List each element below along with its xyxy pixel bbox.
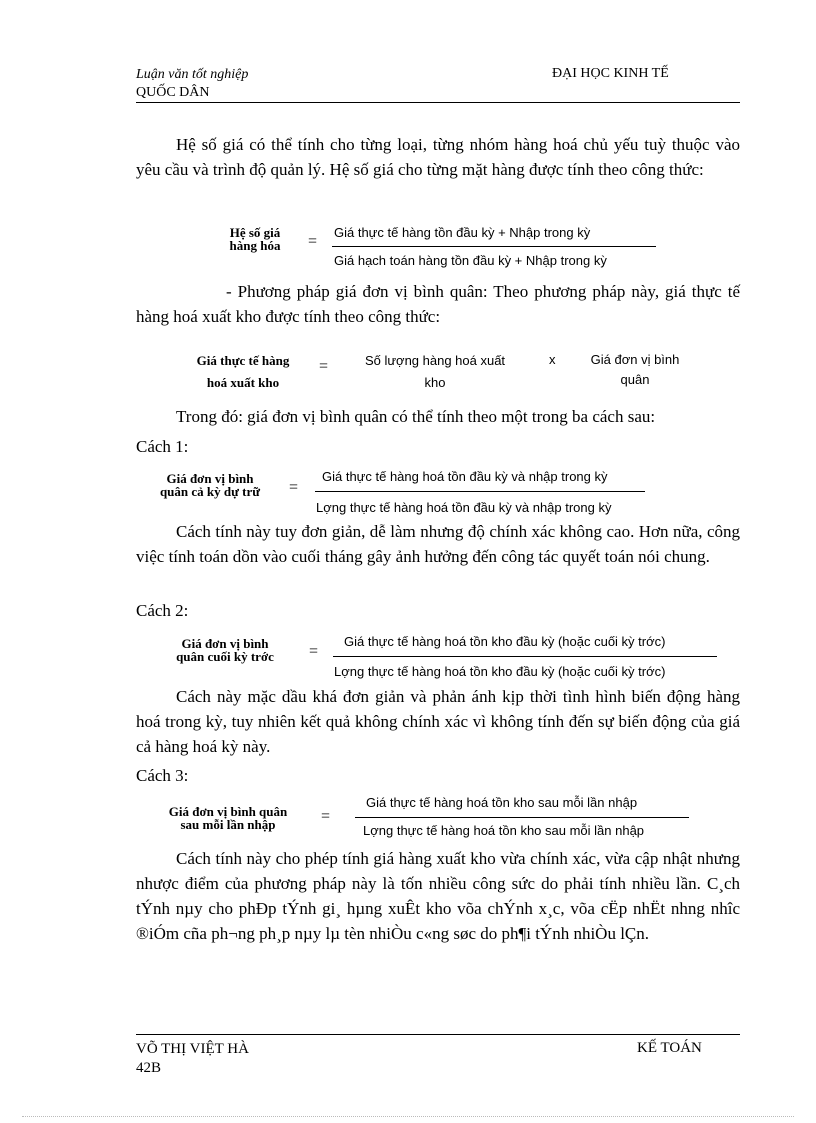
formula5-numerator: Giá thực tế hàng hoá tồn kho sau mỗi lần nhập [366,795,638,810]
footer-author: VÕ THỊ VIỆT HÀ [136,1041,249,1057]
formula1-label [205,226,305,252]
formula1-label-line2: hàng hóa [229,238,281,253]
formula4-numerator: Giá thực tế hàng hoá tồn kho đầu kỳ (hoặc cuối kỳ trớc) [344,634,666,649]
footer-rule [136,1034,740,1035]
formula3-fraction-line [315,491,645,492]
method1-heading: Cách 1: [136,437,189,456]
formula2-label-line2: hoá xuất kho [206,375,280,390]
header-university: ĐẠI HỌC KINH TẾ [552,66,669,81]
formula5-fraction-line [355,817,689,818]
formula4-denominator: Lợng thực tế hàng hoá tồn kho đầu kỳ (hoặc cuối kỳ trớc) [334,664,666,679]
formula1-fraction-line [332,246,656,247]
formula3-label-line1: Giá đơn vị bình [166,471,254,486]
formula2-term2 [580,350,690,390]
paragraph-method2-remark: Cách này mặc dầu khá đơn giản và phản ánh kịp thời tình hình biến động hàng hoá trong kỳ, tuy nhiên kết quả không chính xác vì không tính đến sự biến động của giá cả hàng hoá kỳ này. [136,687,740,756]
formula5-equals: = [321,808,331,825]
formula2-label [178,350,308,394]
paragraph-method1-remark: Cách tính này tuy đơn giản, dễ làm nhưng độ chính xác không cao. Hơn nữa, công việc tính toán dồn vào cuối tháng gây ảnh hưởng đến công tác quyết toán nói chung. [136,522,740,566]
formula4-label [152,637,298,663]
formula1-numerator: Giá thực tế hàng tồn đầu kỳ + Nhập trong kỳ [334,225,591,240]
paragraph-three-ways: Trong đó: giá đơn vị bình quân có thể tính theo một trong ba cách sau: [176,407,656,426]
formula2-term2-line1: Giá đơn vị bình [590,352,680,367]
paragraph-price-coefficient: Hệ số giá có thể tính cho từng loại, từng nhóm hàng hoá chủ yếu tuỳ thuộc vào yêu cầu và trình độ quản lý. Hệ số giá cho từng mặt hàng được tính theo công thức: [136,135,740,179]
method3-heading: Cách 3: [136,766,189,785]
formula4-label-line2: quân cuối kỳ trớc [176,649,274,664]
footer-department: KẾ TOÁN [637,1040,702,1056]
paragraph-method3-remark: Cách tính này cho phép tính giá hàng xuất kho vừa chính xác, vừa cập nhật nhưng nhược điểm của phương pháp này là tốn nhiều công sức do phải tính nhiều lần. C¸ch tÝnh nµy cho phÐp tÝnh gi¸ hµng xuÊt kho võa chÝnh x¸c, võa cËp nhËt nhng nhîc ®iÓm cña ph¬ng ph¸p nµy lµ tèn nhiÒu c«ng søc do ph¶i tÝnh nhiÒu lÇn. [136,849,740,943]
formula3-label-line2: quân cả kỳ dự trữ [159,484,261,499]
paragraph-average-method [136,279,740,329]
formula3-denominator: Lợng thực tế hàng hoá tồn đầu kỳ và nhập trong kỳ [316,500,612,515]
footer-class: 42B [136,1060,162,1076]
header-rule [136,102,740,103]
formula5-label [147,805,309,831]
page-header-left [136,66,248,102]
formula1-equals: = [308,233,318,250]
page-footer-left [136,1040,249,1078]
average-method-text: - Phương pháp giá đơn vị bình quân: Theo phương pháp này, giá thực tế hàng hoá xuất kho được tính theo công thức: [136,282,740,326]
page-bottom-edge [22,1116,794,1117]
formula2-term2-line2: quân [620,372,650,387]
formula3-label [143,472,277,498]
formula3-numerator: Giá thực tế hàng hoá tồn đầu kỳ và nhập trong kỳ [322,469,608,484]
header-thesis-label: Luận văn tốt nghiệp [136,67,249,82]
formula5-label-line2: sau mỗi lần nhập [180,817,276,832]
formula5-label-line1: Giá đơn vị bình quân [168,804,288,819]
formula1-label-line1: Hệ số giá [229,225,281,240]
formula2-term1 [352,350,518,394]
formula2-term1-line1: Số lượng hàng hoá xuất [364,353,506,368]
formula5-denominator: Lợng thực tế hàng hoá tồn kho sau mỗi lần nhập [363,823,645,838]
formula4-equals: = [309,643,319,660]
formula1-denominator: Giá hạch toán hàng tồn đầu kỳ + Nhập trong kỳ [334,253,607,268]
formula2-label-line1: Giá thực tế hàng [196,353,290,368]
header-university-suffix: QUỐC DÂN [136,85,210,100]
formula4-fraction-line [333,656,717,657]
formula2-times: x [549,352,556,367]
formula3-equals: = [289,479,299,496]
formula2-equals: = [319,358,329,375]
formula4-label-line1: Giá đơn vị bình [181,636,269,651]
formula2-term1-line2: kho [424,375,446,390]
method2-heading: Cách 2: [136,601,189,620]
